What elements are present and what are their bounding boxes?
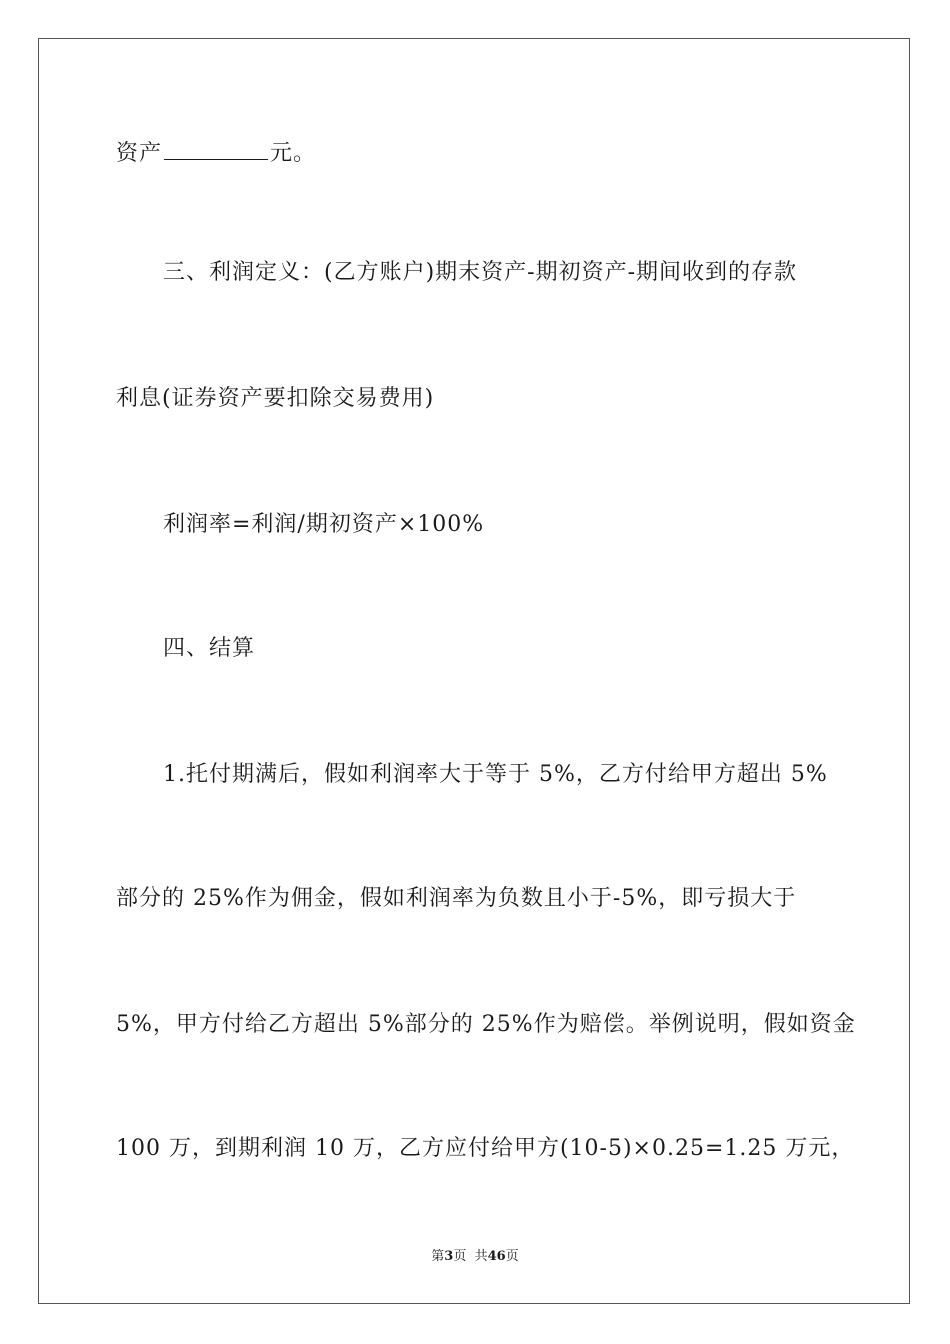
section-4-heading: 四、结算: [163, 636, 256, 661]
text-segment: 资产: [116, 141, 163, 166]
text-segment: 元。: [270, 141, 317, 166]
paragraph-line-3: 利息(证券资产要扣除交易费用): [116, 386, 435, 411]
total-pages-number: 46: [487, 1249, 506, 1264]
fill-in-blank: [164, 139, 268, 160]
footer-text: 页 共: [453, 1249, 488, 1264]
paragraph-line-9: 100 万，到期利润 10 万，乙方应付给甲方(10-5)×0.25=1.25 万元，: [116, 1136, 855, 1161]
footer-text: 第: [431, 1249, 445, 1264]
section-3-heading: 三、利润定义：(乙方账户)期末资产-期初资产-期间收到的存款: [163, 260, 798, 285]
footer-text: 页: [505, 1249, 519, 1264]
paragraph-line-6: 1.托付期满后，假如利润率大于等于 5%，乙方付给甲方超出 5%: [163, 762, 828, 787]
formula-line: 利润率=利润/期初资产×100%: [163, 512, 485, 537]
paragraph-line-8: 5%，甲方付给乙方超出 5%部分的 25%作为赔偿。举例说明，假如资金: [116, 1012, 856, 1037]
page-border: [38, 38, 910, 1304]
page-footer: [0, 1248, 950, 1266]
current-page-number: 3: [444, 1249, 454, 1264]
paragraph-line-7: 部分的 25%作为佣金，假如利润率为负数且小于-5%，即亏损大于: [116, 886, 797, 911]
paragraph-line-1: [116, 139, 316, 169]
